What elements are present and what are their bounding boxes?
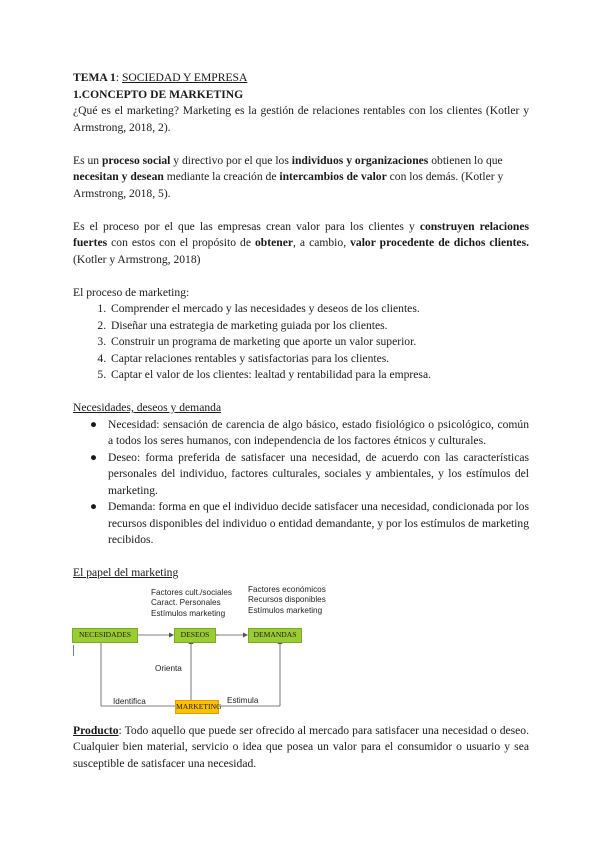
box-marketing: MARKETING: [175, 700, 219, 714]
bullet-icon: ●: [90, 450, 98, 464]
tema-title: SOCIEDAD Y EMPRESA: [121, 71, 248, 84]
right-factors: Factores económicos Recursos disponibles Estímulos marketing: [248, 584, 326, 615]
document-body: [73, 70, 529, 772]
producto-term: Producto: [73, 723, 119, 737]
box-necesidades: NECESIDADES: [72, 628, 138, 643]
list-item: ● Necesidad: sensación de carencia de algo básico, estado fisiológico o psicológico, común a todos los seres humanos, con independencia de los factores étnicos y culturales.: [90, 417, 529, 447]
bullet-icon: ●: [90, 417, 98, 431]
label-orienta: Orienta: [155, 663, 182, 673]
left-factors: Factores cult./sociales Caract. Personales Estímulos marketing: [151, 587, 232, 618]
producto-def: : Todo aquello que puede ser ofrecido al mercado para satisfacer una necesidad o deseo. Cualquier bien material, servicio o idea que posea un valor para el consumidor o usuario y sea susceptible de satisfacer una necesidad.: [73, 723, 529, 770]
intro-paragraph: ¿Qué es el marketing? Marketing es la gestión de relaciones rentables con los clientes (Kotler y Armstrong, 2018, 2).: [73, 104, 529, 134]
box-demanda: DEMANDAS: [248, 628, 302, 643]
label-identifica: Identifica: [113, 696, 146, 706]
list-item: 2. Diseñar una estrategia de marketing guiada por los clientes.: [109, 318, 529, 335]
list-item: 5. Captar el valor de los clientes: lealtad y rentabilidad para la empresa.: [109, 367, 529, 384]
tema-sep: :: [115, 71, 122, 84]
box-deseos: DESEOS: [174, 628, 216, 643]
list-item: 3. Construir un programa de marketing que aporte un valor superior.: [109, 334, 529, 351]
process-title: El proceso de marketing:: [73, 285, 190, 299]
paragraph-proceso-social: Es un proceso social y directivo por el que los individuos y organizaciones obtienen lo que necesitan y desean mediante la creación de intercambios de valor con los demás. (Kotler y Armstrong, 2018, 5).: [73, 153, 504, 200]
nd-title: Necesidades, deseos y demanda: [73, 401, 222, 414]
papel-title: El papel del marketing: [73, 566, 179, 579]
paragraph-valor-clientes: Es el proceso por el que las empresas crean valor para los clientes y construyen relaciones fuertes con estos con el propósito de obtener, a cambio, valor procedente de dichos clientes. (Kotler y Armstrong, 2018): [73, 219, 529, 266]
tema-label: TEMA 1: [73, 71, 116, 84]
marketing-diagram: [73, 584, 529, 713]
list-item: 4. Captar relaciones rentables y satisfactorias para los clientes.: [109, 351, 529, 368]
list-item: ● Demanda: forma en que el individuo decide satisfacer una necesidad, condicionada por los recursos disponibles del individuo o entidad demandante, y por los estímulos de marketing recibidos.: [90, 500, 529, 546]
producto-paragraph: [73, 723, 529, 773]
process-steps-list: [73, 301, 529, 384]
nd-list: [73, 417, 529, 549]
bullet-icon: ●: [90, 500, 98, 513]
list-item: ● Deseo: forma preferida de satisfacer una necesidad, de acuerdo con las características personales del individuo, factores culturales, sociales y ambientales, y los estímulos del marketing.: [90, 450, 529, 497]
label-estimula: Estimula: [227, 695, 259, 705]
tema-line: [73, 70, 529, 87]
list-item: 1. Comprender el mercado y las necesidades y deseos de los clientes.: [109, 301, 529, 318]
section-heading: 1.CONCEPTO DE MARKETING: [73, 87, 244, 101]
